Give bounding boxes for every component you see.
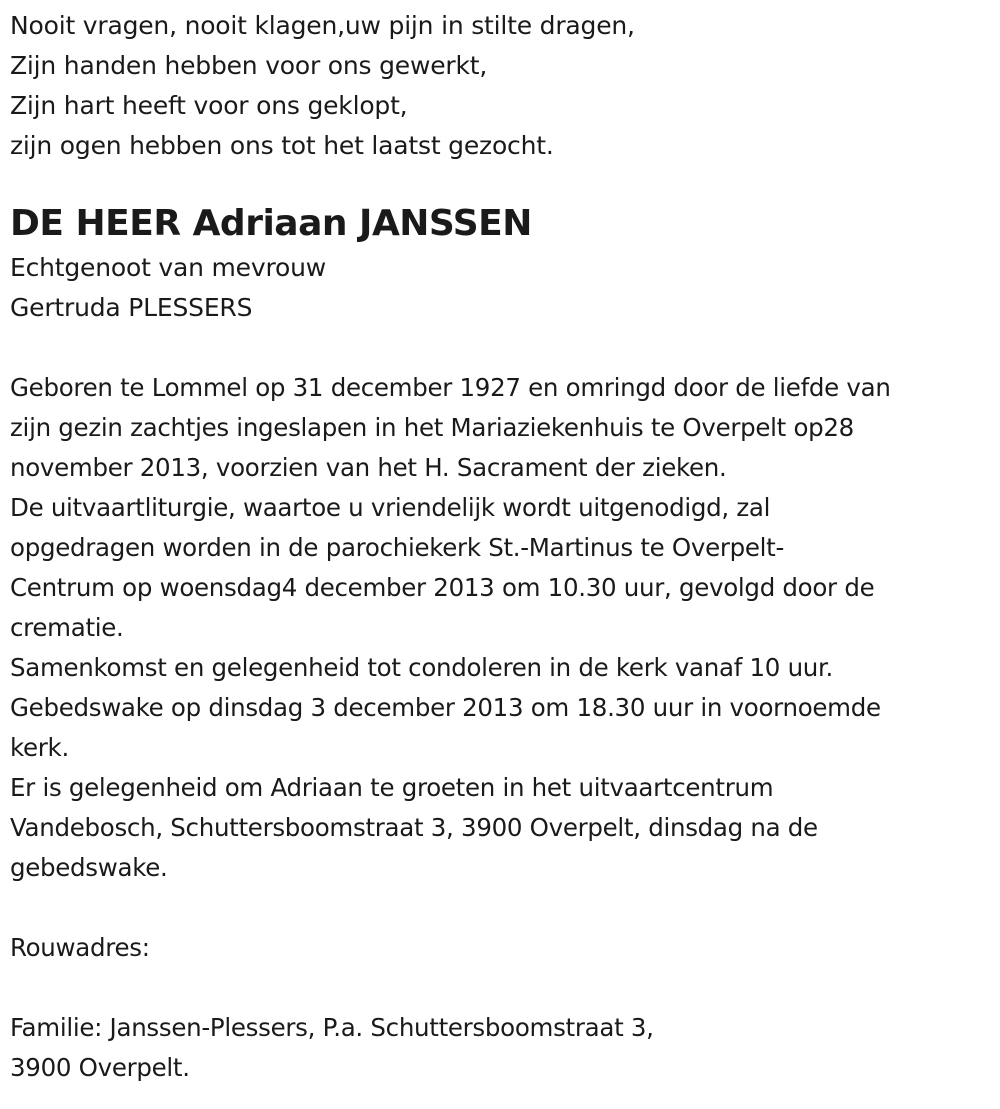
body-line: gebedswake.	[10, 853, 168, 882]
body-line: crematie.	[10, 613, 124, 642]
address-line: Familie: Janssen-Plessers, P.a. Schuttersboomstraat 3,	[10, 1013, 654, 1042]
poem	[10, 6, 995, 166]
mourning-address	[10, 928, 995, 1088]
address-label: Rouwadres:	[10, 933, 150, 962]
body-line: Gebedswake op dinsdag 3 december 2013 om 18.30 uur in voornoemde	[10, 693, 881, 722]
poem-line: Nooit vragen, nooit klagen,uw pijn in stilte dragen,	[10, 11, 635, 40]
deceased-name: DE HEER Adriaan JANSSEN	[10, 203, 532, 244]
address-line: 3900 Overpelt.	[10, 1053, 190, 1082]
spacer	[10, 328, 995, 368]
body-line: Samenkomst en gelegenheid tot condoleren in de kerk vanaf 10 uur.	[10, 653, 834, 682]
spouse-info	[10, 248, 995, 328]
body-line: november 2013, voorzien van het H. Sacrament der zieken.	[10, 453, 727, 482]
body-line: kerk.	[10, 733, 69, 762]
body-line: Geboren te Lommel op 31 december 1927 en omringd door de liefde van	[10, 373, 891, 402]
body-line: opgedragen worden in de parochiekerk St.-Martinus te Overpelt-	[10, 533, 785, 562]
spouse-line: Echtgenoot van mevrouw	[10, 253, 326, 282]
spacer	[10, 968, 995, 1008]
body-line: De uitvaartliturgie, waartoe u vriendelijk wordt uitgenodigd, zal	[10, 493, 771, 522]
spacer	[10, 888, 995, 928]
body-line: Er is gelegenheid om Adriaan te groeten in het uitvaartcentrum	[10, 773, 774, 802]
poem-line: zijn ogen hebben ons tot het laatst gezocht.	[10, 131, 554, 160]
poem-line: Zijn handen hebben voor ons gewerkt,	[10, 51, 488, 80]
body-line: Vandebosch, Schuttersboomstraat 3, 3900 Overpelt, dinsdag na de	[10, 813, 818, 842]
announcement-body	[10, 368, 995, 888]
obituary-document	[10, 6, 995, 1088]
body-line: Centrum op woensdag4 december 2013 om 10.30 uur, gevolgd door de	[10, 573, 875, 602]
poem-line: Zijn hart heeft voor ons geklopt,	[10, 91, 408, 120]
body-line: zijn gezin zachtjes ingeslapen in het Mariaziekenhuis te Overpelt op28	[10, 413, 854, 442]
spouse-name: Gertruda PLESSERS	[10, 293, 253, 322]
